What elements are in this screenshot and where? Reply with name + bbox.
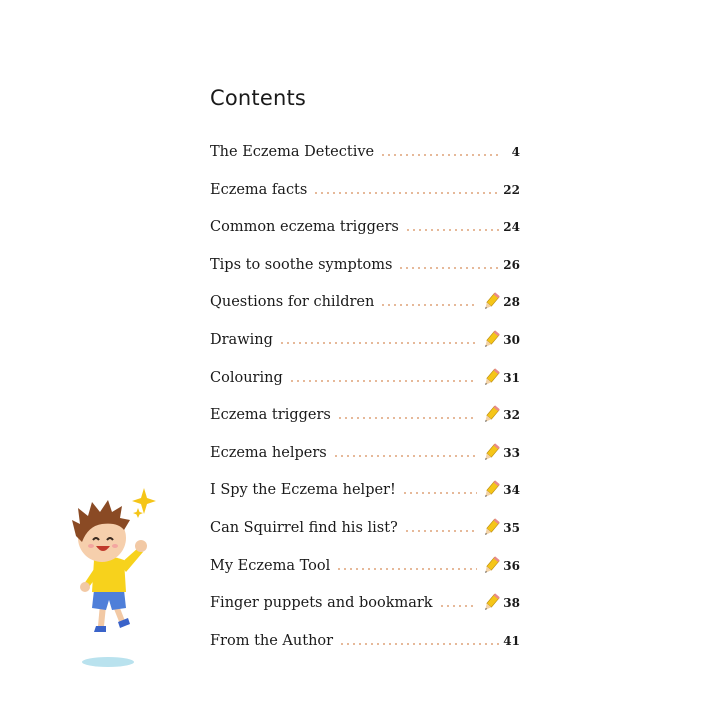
toc-entry [210, 368, 520, 388]
pencil-icon [481, 480, 501, 500]
dot-leader [336, 568, 477, 570]
dot-leader [398, 267, 499, 269]
page-title: Contents [210, 86, 307, 110]
toc-entry-title: Eczema facts [210, 181, 308, 198]
toc-entry-page-number: 41 [503, 633, 520, 648]
toc-entry [210, 180, 520, 200]
pencil-icon [481, 518, 501, 538]
sparkle-icon [132, 488, 156, 518]
toc-entry-page-number: 35 [503, 521, 520, 535]
dot-leader [337, 417, 477, 419]
toc-entry-page-number: 31 [503, 370, 520, 385]
toc-entry-title: Questions for children [210, 294, 375, 311]
toc-entry-title: Colouring [210, 369, 283, 386]
toc-entry [210, 480, 520, 500]
dot-leader [405, 229, 499, 231]
pencil-icon [481, 330, 501, 350]
toc-entry-title: Common eczema triggers [210, 219, 399, 236]
toc-entry [210, 405, 520, 425]
toc-entry-title: Can Squirrel find his list? [210, 520, 398, 536]
toc-entry [210, 631, 520, 651]
toc-entry-page-number: 30 [503, 333, 520, 347]
pencil-icon [481, 556, 501, 576]
toc-entry-title: From the Author [210, 632, 334, 649]
pencil-icon [481, 292, 501, 312]
jumping-boy-illustration [58, 486, 168, 676]
toc-entry-page-number: 34 [503, 483, 520, 498]
dot-leader [339, 643, 499, 645]
toc-entry-title: I Spy the Eczema helper! [210, 482, 396, 499]
pencil-icon [481, 368, 501, 388]
toc-entry-title: Eczema helpers [210, 444, 327, 461]
toc-entry-page-number: 22 [503, 182, 520, 197]
dot-leader [404, 530, 477, 532]
toc-entry [210, 556, 520, 576]
toc-entry-page-number: 33 [503, 445, 520, 460]
pencil-icon [481, 593, 501, 613]
dot-leader [402, 492, 477, 494]
toc-entry [210, 443, 520, 463]
pencil-icon [481, 443, 501, 463]
dot-leader [380, 154, 500, 156]
toc-entry-page-number: 24 [503, 220, 520, 235]
dot-leader [439, 605, 478, 607]
toc-entry-page-number: 32 [503, 408, 520, 423]
toc-entry-title: Drawing [210, 332, 273, 348]
pencil-icon [481, 405, 501, 425]
toc-entry [210, 142, 520, 162]
dot-leader [333, 455, 478, 457]
toc-entry [210, 255, 520, 275]
toc-entry-title: The Eczema Detective [210, 144, 375, 160]
dot-leader [313, 192, 499, 194]
toc-entry-title: Finger puppets and bookmark [210, 595, 433, 612]
dot-leader [279, 342, 477, 344]
toc-entry [210, 518, 520, 538]
toc-entry [210, 593, 520, 613]
dot-leader [289, 380, 478, 382]
toc-entry-page-number: 36 [503, 558, 520, 573]
toc-entry [210, 330, 520, 350]
toc-entry [210, 292, 520, 312]
toc-entry-page-number: 26 [503, 257, 520, 272]
toc-entry-page-number: 28 [503, 295, 520, 310]
toc-entry-page-number: 38 [503, 596, 520, 611]
toc-entry [210, 217, 520, 237]
toc-entry-title: My Eczema Tool [210, 557, 331, 574]
dot-leader [380, 304, 477, 306]
toc-entry-page-number: 4 [511, 145, 520, 159]
toc-entry-title: Eczema triggers [210, 407, 331, 424]
toc-entry-title: Tips to soothe symptoms [210, 256, 393, 273]
